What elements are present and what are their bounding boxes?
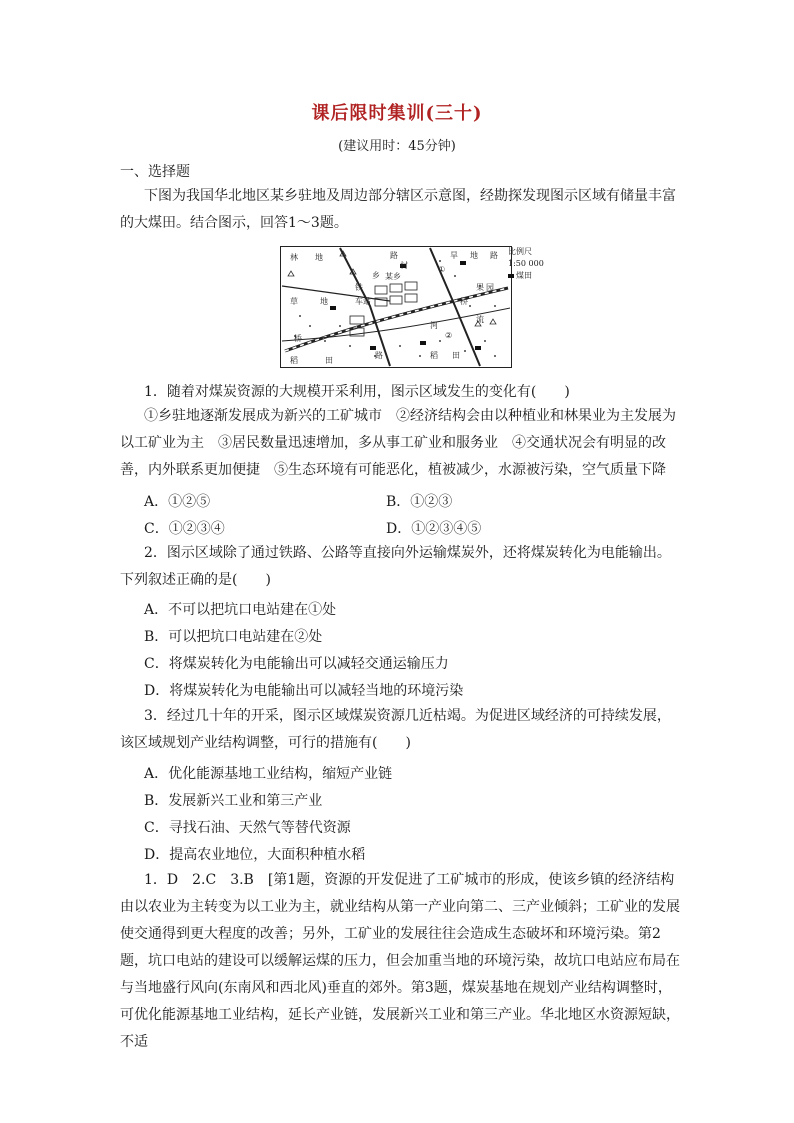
answer-explanation: 1．D 2.C 3.B [第1题，资源的开发促进了工矿城市的形成，使该乡镇的经济结构由以农业为主转变为以工业为主，就业结构从第一产业向第二、三产业倾斜；工矿业的发展使交通得到更大程度的改善；另外，工矿业的发展往往会造成生态破坏和环境污染。第2题，坑口电站的建设可以缓解运煤的压力，但会加重当地的环境污染，故坑口电站应布局在与当地盛行风向(东南风和西北风)垂直的郊外。第3题，煤炭基地在规划产业结构调整时，可优化能源基地工业结构，延长产业链，发展新兴工业和第三产业。华北地区水资源短缺，不适 <box>120 872 680 1050</box>
map-label: 路 <box>490 251 498 260</box>
map-label: 地 <box>320 297 328 306</box>
question-3-option-a: A．优化能源基地工业结构，缩短产业链 <box>144 766 393 782</box>
question-1-option-d: D．①②③④⑤ <box>386 521 482 537</box>
question-2-option-a: A．不可以把坑口电站建在①处 <box>144 602 337 618</box>
map-label: 路 <box>375 351 383 360</box>
map-label: ② <box>445 331 453 340</box>
map-label: 地 <box>315 253 323 262</box>
map-label: 林 <box>290 253 298 262</box>
map-label: 稻 <box>290 356 298 365</box>
question-1-stem: 1．随着对煤炭资源的大规模开采利用，图示区域发生的变化有( ) <box>144 384 570 400</box>
map-label: 田 <box>325 356 333 365</box>
map-label: 稻 <box>430 351 438 360</box>
map-label: 地 <box>470 251 478 260</box>
map-label: ① <box>438 265 446 274</box>
map-label: 河 <box>430 321 438 330</box>
scale-title: 比例尺 <box>508 247 532 256</box>
region-map <box>280 246 512 368</box>
map-label: 乡 <box>372 271 380 280</box>
question-1-option-c: C．①②③④ <box>144 521 225 537</box>
question-2-option-c: C．将煤炭转化为电能输出可以减轻交通运输压力 <box>144 656 449 672</box>
page-title: 课后限时集训(三十) <box>311 103 483 124</box>
map-label: 车站 <box>355 297 371 306</box>
intro-paragraph: 下图为我国华北地区某乡驻地及周边部分辖区示意图，经勘探发现图示区域有储量丰富的大煤田。结合图示，回答1～3题。 <box>120 188 676 231</box>
map-label: 果 <box>476 283 484 292</box>
map-label: 流 <box>476 315 484 324</box>
section-heading: 一、选择题 <box>120 164 190 180</box>
question-1-option-a: A．①②⑤ <box>144 494 211 510</box>
coal-field-icon <box>508 274 514 278</box>
question-2-option-d: D．将煤炭转化为电能输出可以减轻当地的环境污染 <box>144 683 464 699</box>
question-3-option-b: B．发展新兴工业和第三产业 <box>144 793 323 809</box>
map-label: 田 <box>452 351 460 360</box>
question-3-option-d: D．提高农业地位，大面积种植水稻 <box>144 847 366 863</box>
map-label: 铁 <box>355 283 363 292</box>
question-1-option-b: B．①②③ <box>386 494 453 510</box>
map-label: 路 <box>390 251 398 260</box>
map-label: 草 <box>290 297 298 306</box>
question-3-stem: 3．经过几十年的开采，图示区域煤炭资源几近枯竭。为促进区域经济的可持续发展，该区域规划产业结构调整，可行的措施有( ) <box>120 708 671 751</box>
map-label: 村 <box>400 261 408 270</box>
scale-value: 1:50 000 <box>508 259 544 268</box>
map-label: 旱 <box>450 251 458 260</box>
map-label: 桥 <box>294 334 302 343</box>
question-1-statements: ①乡驻地逐渐发展成为新兴的工矿城市 ②经济结构会由以种植业和林果业为主发展为以工矿业为主 ③居民数量迅速增加，多从事工矿业和服务业 ④交通状况会有明显的改善，内外联系更加便捷 ⑤生态环境有可能恶化，植被减少，水源被污染，空气质量下降 <box>120 408 676 478</box>
map-legend <box>508 246 544 282</box>
map-label: 某乡 <box>385 272 401 281</box>
coal-legend: 煤田 <box>508 270 544 282</box>
question-2-option-b: B．可以把坑口电站建在②处 <box>144 629 323 645</box>
map-label: 园 <box>486 283 494 292</box>
question-2-stem: 2．图示区域除了通过铁路、公路等直接向外运输煤炭外，还将煤炭转化为电能输出。下列叙述正确的是( ) <box>120 545 671 588</box>
map-label: 桥 <box>460 297 468 306</box>
page-subtitle: (建议用时：45分钟) <box>338 139 456 154</box>
question-3-option-c: C．寻找石油、天然气等替代资源 <box>144 820 351 836</box>
